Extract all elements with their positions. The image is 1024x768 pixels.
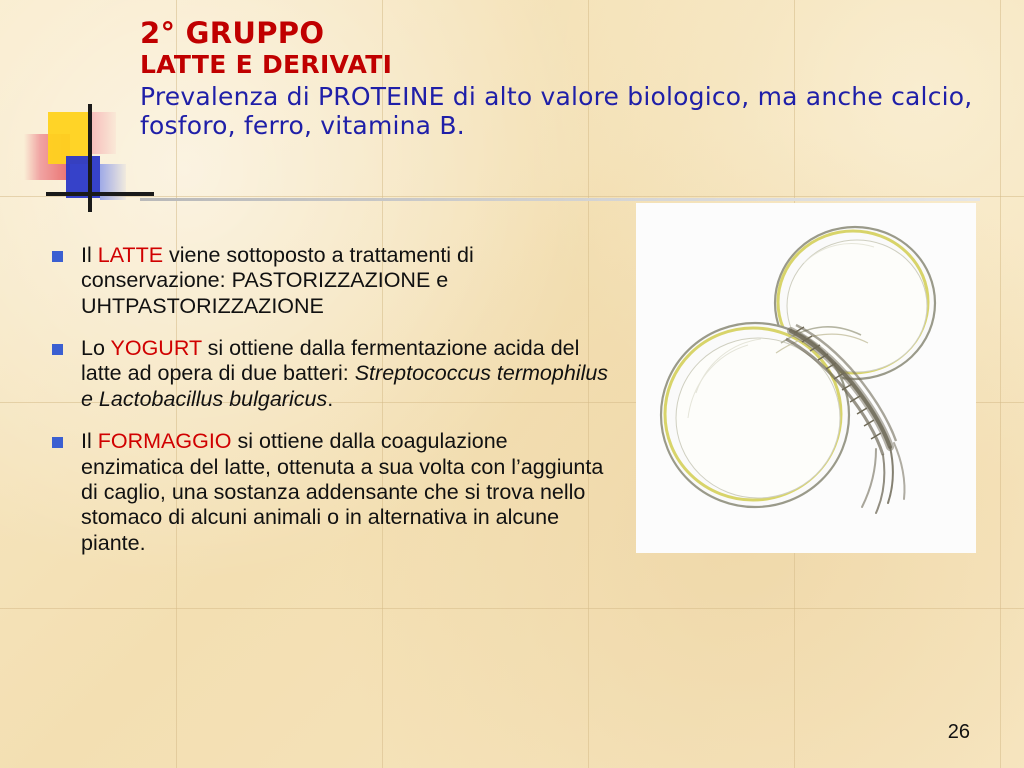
- slide-title-block: [140, 16, 1000, 141]
- list-item: [52, 336, 612, 412]
- bullet-marker-icon: [52, 437, 63, 448]
- text-segment: Il: [81, 429, 98, 454]
- list-item: [52, 243, 612, 319]
- text-segment: si ottiene dalla fermentazione acida del latte ad opera di due batteri:: [81, 336, 580, 386]
- page-title: 2° GRUPPO: [140, 16, 325, 50]
- text-segment: viene sottoposto a trattamenti di conservazione: PASTORIZZAZIONE e UHTPASTORIZZAZIONE: [81, 243, 474, 318]
- decorative-logo: [18, 104, 154, 212]
- bullet-marker-icon: [52, 251, 63, 262]
- drawing-svg: [636, 203, 976, 553]
- logo-horizontal-line: [46, 192, 154, 196]
- text-segment-italic: Streptococcus termophilus e Lactobacillus bulgaricus: [81, 361, 609, 411]
- bullet-list: [52, 243, 612, 573]
- list-item-text: [81, 336, 612, 412]
- keyword-latte: LATTE: [97, 243, 164, 267]
- logo-square-pink: [90, 112, 116, 154]
- text-segment: si ottiene dalla coagulazione enzimatica del latte, ottenuta a sua volta con l’aggiunta di caglio, una sostanza addensante che si trova nello stomaco di alcuni animali o in alternativa in alcune piante.: [81, 429, 604, 555]
- bullet-marker-icon: [52, 344, 63, 355]
- title-divider: [140, 198, 980, 201]
- keyword-formaggio: FORMAGGIO: [97, 429, 232, 454]
- slide-number: 26: [947, 721, 970, 743]
- list-item-text: [81, 243, 612, 319]
- page-subtitle: LATTE E DERIVATI: [140, 50, 393, 80]
- list-item-text: [81, 429, 612, 556]
- keyword-yogurt: YOGURT: [110, 336, 202, 361]
- cheese-wheels-drawing: [636, 203, 976, 553]
- text-segment: .: [327, 386, 334, 411]
- list-item: [52, 429, 612, 556]
- page-description: Prevalenza di PROTEINE di alto valore biologico, ma anche calcio, fosforo, ferro, vitamina B.: [140, 81, 973, 141]
- text-segment: Il: [81, 243, 98, 267]
- text-segment: Lo: [81, 336, 111, 361]
